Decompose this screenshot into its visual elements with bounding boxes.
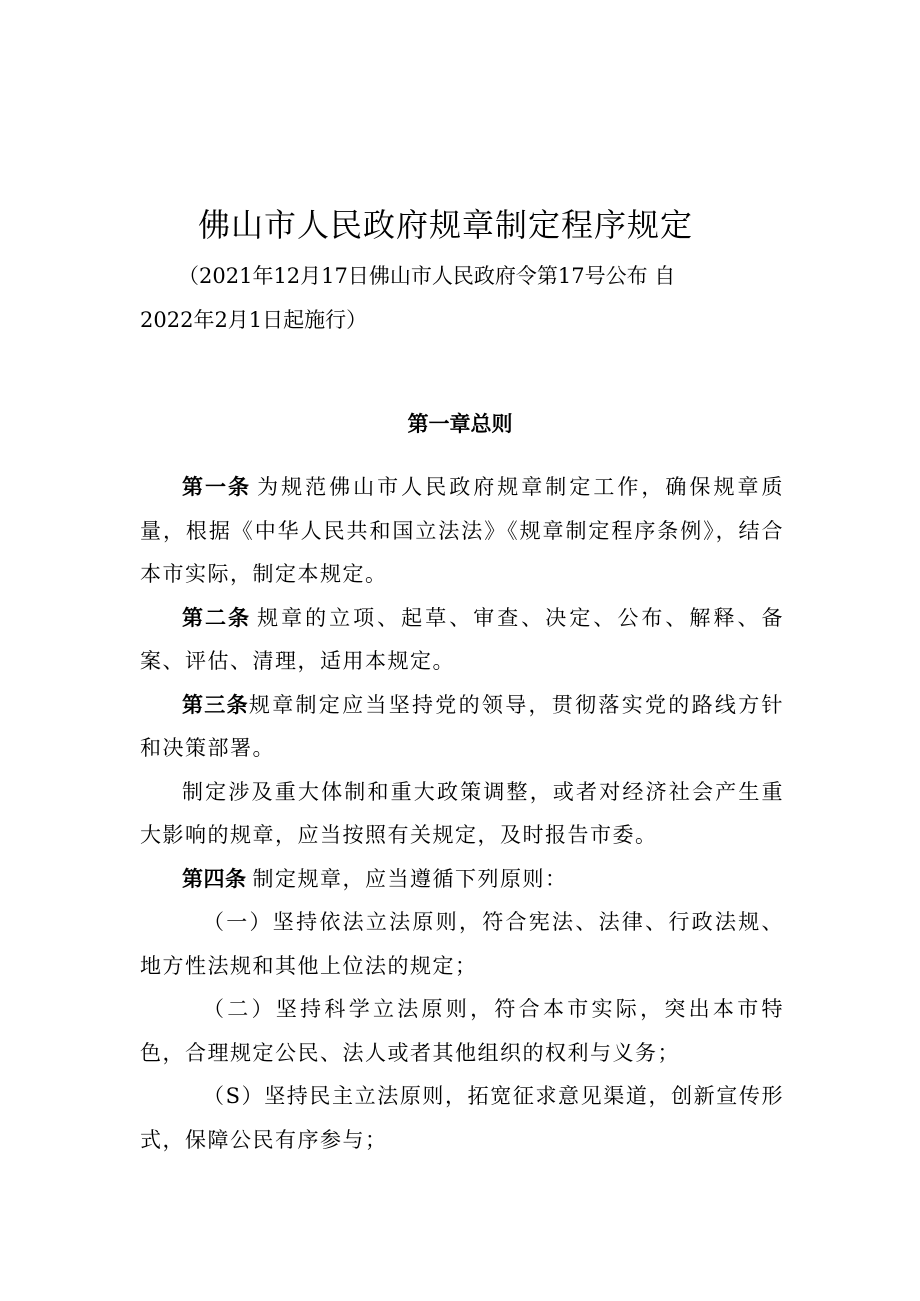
paragraph-article-3 <box>140 684 784 771</box>
subtitle-line-1: （2021年12月17日佛山市人民政府令第17号公布 自 <box>178 264 676 288</box>
chapter-title: 第一章总则 <box>407 412 513 436</box>
document-title: 佛山市人民政府规章制定程序规定 <box>198 206 694 244</box>
paragraph-text: 制定涉及重大体制和重大政策调整，或者对经济社会产生重大影响的规章，应当按照有关规定，及时报告市委。 <box>140 779 784 847</box>
principle-item-1 <box>140 901 784 988</box>
article-number: 第四条 <box>182 866 247 891</box>
article-text: 规章的立项、起草、审查、决定、公布、解释、备案、评估、清理，适用本规定。 <box>140 605 784 673</box>
paragraph-text: （S）坚持民主立法原则，拓宽征求意见渠道，创新宣传形式，保障公民有序参与； <box>140 1084 784 1152</box>
article-number: 第二条 <box>182 605 252 630</box>
article-text: 规章制定应当坚持党的领导，贯彻落实党的路线方针和决策部署。 <box>140 692 785 760</box>
article-text: 制定规章，应当遵循下列原则： <box>252 866 568 891</box>
subtitle-line-2: 2022年2月1日起施行） <box>140 308 368 332</box>
article-number: 第三条 <box>182 692 249 717</box>
principle-item-3 <box>140 1075 784 1162</box>
paragraph-text: （二）坚持科学立法原则，符合本市实际，突出本市特色，合理规定公民、法人或者其他组织的权利与义务； <box>140 997 784 1065</box>
paragraph-article-3-clause <box>140 771 784 858</box>
principle-item-2 <box>140 988 784 1075</box>
paragraph-article-4 <box>140 858 784 902</box>
paragraph-article-1 <box>140 466 784 597</box>
article-text: 为规范佛山市人民政府规章制定工作，确保规章质量，根据《中华人民共和国立法法》《规章制定程序条例》，结合本市实际，制定本规定。 <box>140 475 784 586</box>
document-subtitle <box>140 254 800 342</box>
paragraph-article-2 <box>140 597 784 684</box>
paragraph-text: （一）坚持依法立法原则，符合宪法、法律、行政法规、地方性法规和其他上位法的规定； <box>140 910 784 978</box>
article-number: 第一条 <box>182 475 252 499</box>
document-body <box>140 466 784 1162</box>
